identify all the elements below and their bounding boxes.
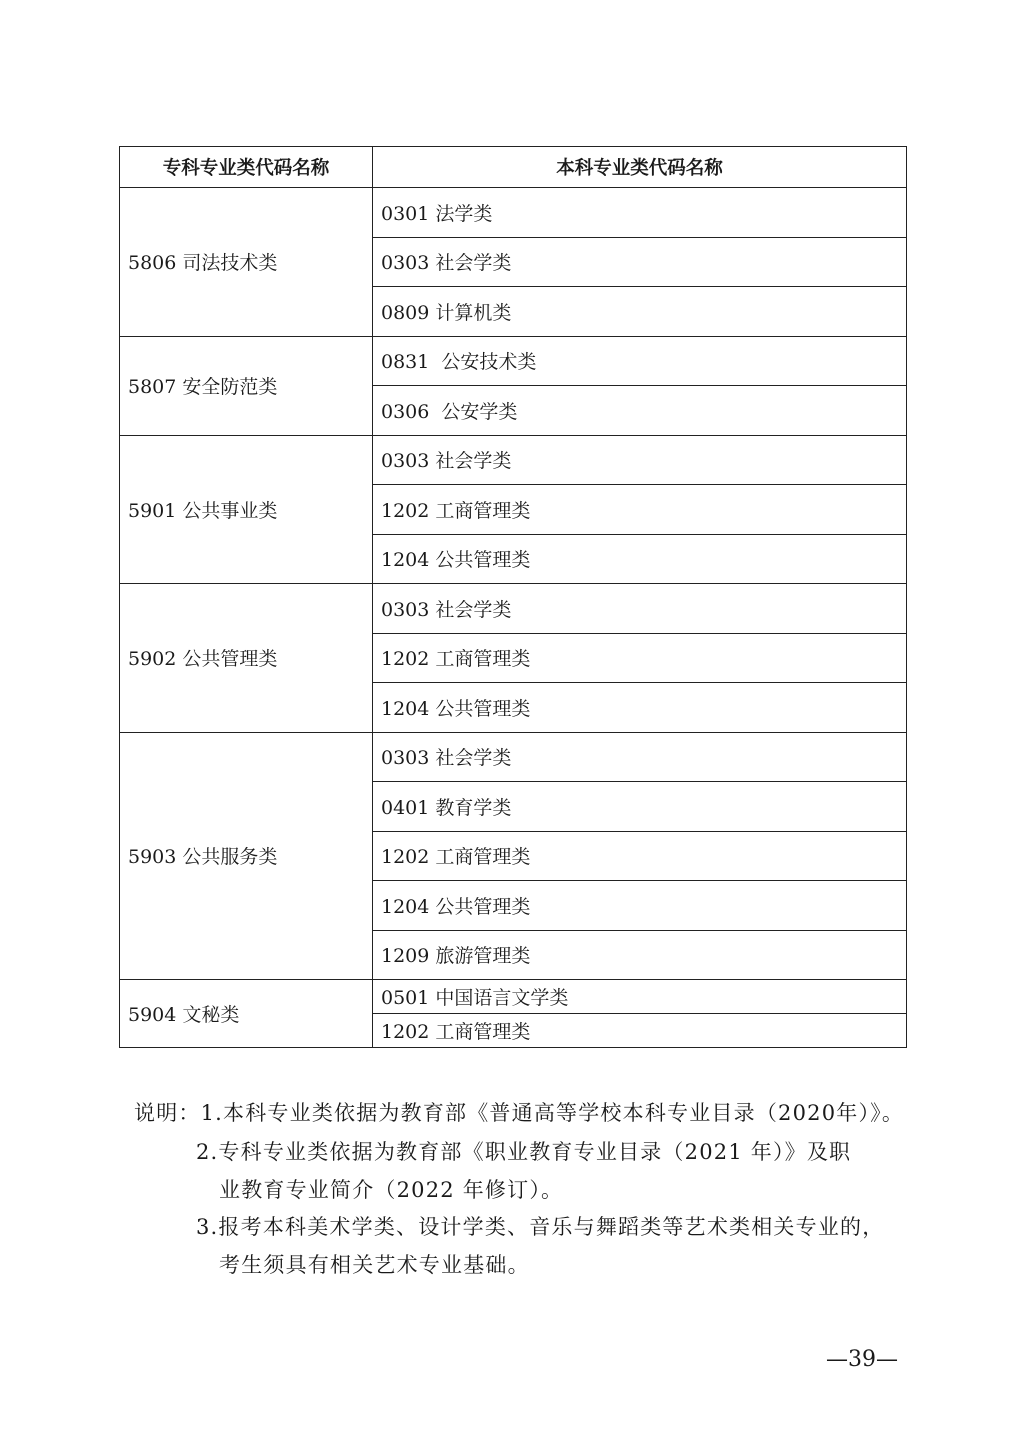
- specialty-cell: 5902 公共管理类: [120, 584, 373, 733]
- header-specialty: 专科专业类代码名称: [120, 147, 373, 188]
- note-line-5: 考生须具有相关艺术专业基础。: [219, 1253, 530, 1277]
- note-line-1: 说明：1.本科专业类依据为教育部《普通高等学校本科专业目录（2020年）》。: [134, 1101, 905, 1125]
- table-row: [120, 732, 907, 782]
- undergrad-cell: 1202 工商管理类: [373, 831, 907, 881]
- undergrad-cell: 1209 旅游管理类: [373, 930, 907, 980]
- undergrad-cell: 0401 教育学类: [373, 782, 907, 832]
- specialty-cell: 5901 公共事业类: [120, 435, 373, 584]
- table-row: [120, 188, 907, 238]
- undergrad-cell: 0831 公安技术类: [373, 336, 907, 386]
- table-row: [120, 336, 907, 386]
- header-undergrad: 本科专业类代码名称: [373, 147, 907, 188]
- undergrad-cell: 0303 社会学类: [373, 435, 907, 485]
- specialty-cell: 5904 文秘类: [120, 980, 373, 1048]
- specialty-cell: 5807 安全防范类: [120, 336, 373, 435]
- undergrad-cell: 1204 公共管理类: [373, 534, 907, 584]
- undergrad-cell: 1204 公共管理类: [373, 683, 907, 733]
- undergrad-cell: 0501 中国语言文学类: [373, 980, 907, 1014]
- note-line-3: 业教育专业简介（2022 年修订）。: [219, 1178, 564, 1202]
- note-line-4: 3.报考本科美术学类、设计学类、音乐与舞蹈类等艺术类相关专业的，: [196, 1215, 885, 1239]
- table-row: [120, 584, 907, 634]
- table-row: [120, 980, 907, 1014]
- undergrad-cell: 0303 社会学类: [373, 237, 907, 287]
- specialty-cell: 5806 司法技术类: [120, 188, 373, 337]
- page-number: —39—: [826, 1347, 898, 1372]
- specialty-cell: 5903 公共服务类: [120, 732, 373, 980]
- note-line-2: 2.专科专业类依据为教育部《职业教育专业目录（2021 年）》及职: [196, 1140, 852, 1164]
- undergrad-cell: 1202 工商管理类: [373, 1014, 907, 1048]
- undergrad-cell: 1202 工商管理类: [373, 633, 907, 683]
- table-body: [120, 188, 907, 1048]
- major-mapping-table: [119, 146, 907, 1048]
- undergrad-cell: 0306 公安学类: [373, 386, 907, 436]
- table-row: [120, 435, 907, 485]
- undergrad-cell: 1202 工商管理类: [373, 485, 907, 535]
- undergrad-cell: 0303 社会学类: [373, 584, 907, 634]
- undergrad-cell: 0301 法学类: [373, 188, 907, 238]
- undergrad-cell: 0809 计算机类: [373, 287, 907, 337]
- undergrad-cell: 1204 公共管理类: [373, 881, 907, 931]
- table-header-row: [120, 147, 907, 188]
- undergrad-cell: 0303 社会学类: [373, 732, 907, 782]
